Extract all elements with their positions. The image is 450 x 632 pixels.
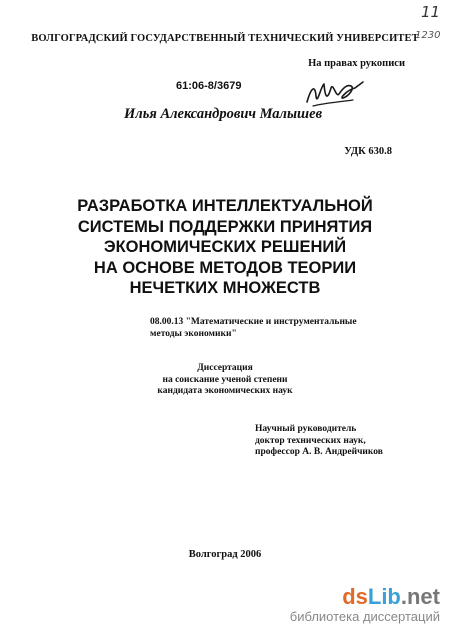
degree-line: кандидата экономических наук [157,386,293,396]
dissertation-degree [0,363,450,398]
registration-number: 61:06-8/3679 [176,80,242,92]
title-line: РАЗРАБОТКА ИНТЕЛЛЕКТУАЛЬНОЙ [77,197,373,215]
supervisor-line: Научный руководитель [255,424,357,434]
title-line: НА ОСНОВЕ МЕТОДОВ ТЕОРИИ [93,258,357,277]
udk-code: УДК 630.8 [344,146,392,157]
watermark-subtitle: библиотека диссертаций [289,609,440,624]
title-line: ЭКОНОМИЧЕСКИХ РЕШЕНИЙ [103,238,347,256]
title-line: НЕЧЕТКИХ МНОЖЕСТВ [129,279,321,297]
degree-line: Диссертация [197,363,253,373]
supervisor-line: доктор технических наук, [255,435,366,446]
dslib-logo [290,586,440,608]
logo-ds: ds [342,584,368,609]
specialty [150,317,357,340]
supervisor-line: профессор А. В. Андрейчиков [255,447,383,457]
author-name: Илья Александрович Малышев [124,106,323,122]
specialty-line: методы экономики" [150,328,237,339]
logo-net: .net [400,584,440,609]
specialty-line: 08.00.13 "Математические и инструментальные [150,317,357,327]
handwritten-note: 1230 [415,30,441,41]
supervisor-block [255,424,383,459]
university-name: ВОЛГОГРАДСКИЙ ГОСУДАРСТВЕННЫЙ ТЕХНИЧЕСКИЙ УНИВЕРСИТЕТ [31,33,419,44]
handwritten-page-number: 11 [421,3,441,21]
logo-lib: Lib [367,584,401,609]
city-year: Волгоград 2006 [188,549,262,560]
manuscript-rights-label: На правах рукописи [308,58,405,69]
dissertation-title [0,196,450,299]
degree-line: на соискание ученой степени [162,374,288,385]
title-line: СИСТЕМЫ ПОДДЕРЖКИ ПРИНЯТИЯ [77,217,373,236]
dslib-watermark [290,586,440,624]
